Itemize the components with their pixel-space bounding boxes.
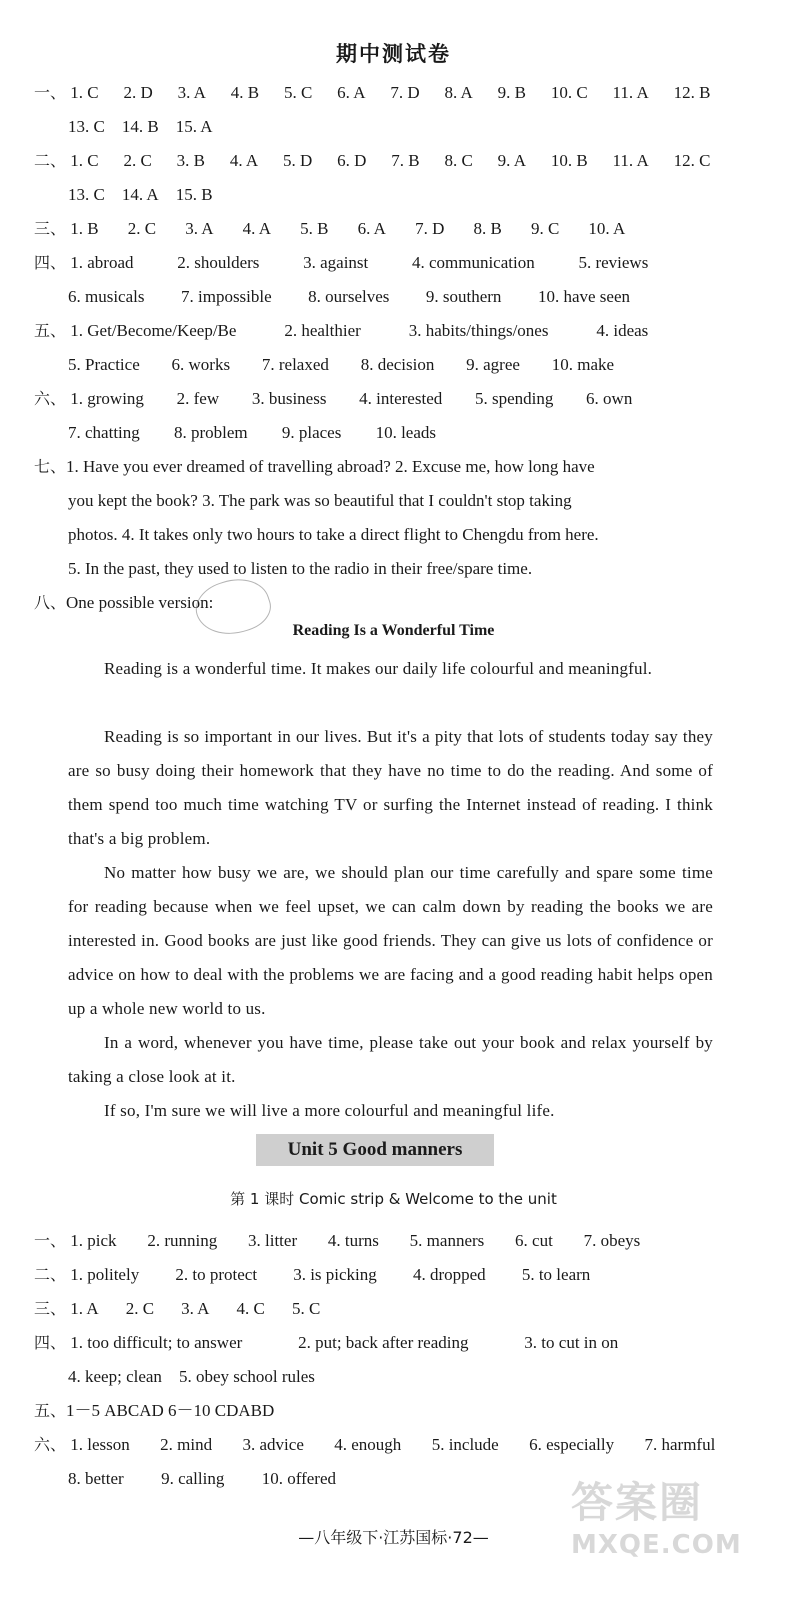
u4-label: 四、 [34, 1333, 67, 1352]
s7-line2 [68, 486, 713, 516]
answer-item: 1. C [70, 151, 99, 170]
s7-label: 七、 [34, 457, 67, 476]
essay-paragraph: Reading is so important in our lives. But it's a pity that lots of students today say they are so busy doing their homework that they have no time to do the reading. And some of them spend too much time watching TV or surfing the Internet instead of reading. I think that's a big problem. [68, 727, 713, 848]
s6-line1 [34, 384, 632, 414]
u1-label: 一、 [34, 1231, 67, 1250]
answer-item: 8. C [444, 151, 473, 170]
u5-label: 五、 [34, 1401, 67, 1420]
answer-item: 11. A [612, 151, 649, 170]
answer-item: 3. business [251, 389, 327, 408]
answer-item: 1. C [70, 83, 99, 102]
answer-item: 3. is picking [293, 1265, 377, 1284]
answer-item: 2. to protect [175, 1265, 258, 1284]
lesson-title: 第 1 课时 Comic strip & Welcome to the unit [230, 1190, 557, 1208]
answer-item: 4. B [230, 83, 260, 102]
answer-item: 5. C [283, 83, 313, 102]
answer-item: 10. leads [375, 423, 436, 442]
answer-item: 5. obey school rules [178, 1367, 315, 1386]
answer-item: 1. A [70, 1299, 99, 1318]
s7-line4 [68, 554, 713, 584]
answer-item: 6. D [337, 151, 367, 170]
answer-item: 9. places [281, 423, 342, 442]
answer-item: 4. dropped [412, 1265, 486, 1284]
answer-item: 8. B [473, 219, 502, 238]
answer-item: 3. litter [248, 1231, 298, 1250]
answer-item: 9. southern [425, 287, 502, 306]
s1-label: 一、 [34, 83, 67, 102]
answer-item: 3. against [303, 253, 369, 272]
answer-item: 1. pick [70, 1231, 117, 1250]
answer-item: 5. manners [409, 1231, 485, 1250]
answer-item: 5. C [291, 1299, 321, 1318]
answer-item: 7. impossible [181, 287, 272, 306]
answer-item: 3. B [176, 151, 205, 170]
u2-label: 二、 [34, 1265, 67, 1284]
page-title: 期中测试卷 [336, 42, 451, 66]
answer-item: 8. problem [173, 423, 248, 442]
unit-title: Unit 5 Good manners [256, 1134, 494, 1166]
answer-item: 8. decision [360, 355, 435, 374]
answer-item: 15. B [175, 185, 213, 204]
answer-item: 7. B [391, 151, 420, 170]
s2-line2 [68, 180, 213, 210]
answer-item: 2. shoulders [177, 253, 260, 272]
answer-item: 1. politely [70, 1265, 140, 1284]
answer-item: 5. Practice [68, 355, 140, 374]
answer-item: 4. A [229, 151, 259, 170]
answer-item: 7. D [415, 219, 445, 238]
answer-item: 5. spending [474, 389, 554, 408]
answer-item: 4. interested [359, 389, 443, 408]
answer-item: 2. C [125, 1299, 155, 1318]
answer-item: 6. A [337, 83, 366, 102]
answer-item: 2. D [123, 83, 153, 102]
answer-item: 3. advice [242, 1435, 304, 1454]
answer-item: 2. mind [160, 1435, 213, 1454]
s7-text: 5. In the past, they used to listen to the radio in their free/spare time. [68, 559, 533, 578]
u5-line1 [34, 1396, 274, 1426]
answer-item: 4. keep; clean [68, 1367, 162, 1386]
s1-line1 [34, 78, 714, 108]
essay-paragraph: Reading is a wonderful time. It makes our daily life colourful and meaningful. [104, 659, 653, 678]
answer-item: 2. C [127, 219, 157, 238]
answer-item: 11. A [612, 83, 649, 102]
answer-item: 12. B [673, 83, 711, 102]
answer-item: 3. habits/things/ones [408, 321, 549, 340]
answer-item: 10. make [551, 355, 615, 374]
s8-intro: One possible version: [66, 593, 214, 612]
answer-item: 9. calling [161, 1469, 225, 1488]
u3-label: 三、 [34, 1299, 67, 1318]
answer-item: 4. C [236, 1299, 265, 1318]
s8-label: 八、 [34, 593, 67, 612]
answer-item: 4. communication [411, 253, 535, 272]
answer-item: 10. have seen [537, 287, 630, 306]
answer-item: 2. C [123, 151, 152, 170]
answer-item: 12. C [673, 151, 711, 170]
answer-item: 3. to cut in on [524, 1333, 619, 1352]
answer-item: 2. few [176, 389, 220, 408]
answer-item: 13. C [68, 185, 105, 204]
s4-line2 [68, 282, 630, 312]
answer-item: 7. harmful [644, 1435, 716, 1454]
answer-item: 1. B [70, 219, 99, 238]
answer-item: 15. A [175, 117, 213, 136]
answer-item: 5. B [300, 219, 329, 238]
answer-item: 4. turns [327, 1231, 379, 1250]
s4-label: 四、 [34, 253, 67, 272]
u6-line2 [68, 1464, 336, 1494]
answer-item: 3. A [177, 83, 206, 102]
watermark-logo [571, 1470, 771, 1580]
answer-item: 5. to learn [521, 1265, 591, 1284]
answer-item: 1. too difficult; to answer [70, 1333, 243, 1352]
s5-line1 [34, 316, 648, 346]
s7-text: 1. Have you ever dreamed of travelling abroad? 2. Excuse me, how long have [66, 457, 595, 476]
answer-item: 8. better [68, 1469, 124, 1488]
answer-item: 9. agree [466, 355, 520, 374]
s2-line1 [34, 146, 714, 176]
answer-item: 5. include [431, 1435, 499, 1454]
answer-item: 9. A [497, 151, 526, 170]
s6-label: 六、 [34, 389, 67, 408]
answer-item: 7. chatting [68, 423, 140, 442]
s8-line1 [34, 588, 213, 618]
answer-item: 2. put; back after reading [298, 1333, 469, 1352]
answer-item: 6. A [357, 219, 386, 238]
s7-line1 [34, 452, 714, 482]
answer-item: 1. Get/Become/Keep/Be [70, 321, 237, 340]
s3-line1 [34, 214, 625, 244]
s3-label: 三、 [34, 219, 67, 238]
answer-item: 4. ideas [596, 321, 649, 340]
answer-item: 14. B [121, 117, 159, 136]
u4-line2 [68, 1362, 315, 1392]
u6-line1 [34, 1430, 715, 1460]
s6-line2 [68, 418, 436, 448]
answer-item: 1. growing [70, 389, 144, 408]
s1-line2 [68, 112, 213, 142]
u5-text: 1－5 ABCAD 6－10 CDABD [66, 1401, 275, 1420]
u3-line1 [34, 1294, 320, 1324]
s7-text: you kept the book? 3. The park was so beautiful that I couldn't stop taking [68, 491, 572, 510]
answer-item: 9. C [530, 219, 560, 238]
answer-item: 6. especially [529, 1435, 615, 1454]
answer-item: 10. C [550, 83, 588, 102]
essay-paragraph: No matter how busy we are, we should plan our time carefully and spare some time for reading because when we feel upset, we can calm down by reading the books we are interested in. Good books are just like good friends. They can give us lots of confidence or advice on how to deal with the problems we are facing and a good reading habit helps open up a whole new world to us. [68, 863, 713, 1018]
answer-item: 6. own [586, 389, 633, 408]
answer-item: 8. A [444, 83, 473, 102]
answer-item: 3. A [181, 1299, 210, 1318]
answer-item: 1. abroad [70, 253, 134, 272]
essay-paragraph: If so, I'm sure we will live a more colourful and meaningful life. [104, 1101, 555, 1120]
answer-item: 10. offered [261, 1469, 336, 1488]
answer-item: 5. D [283, 151, 313, 170]
u6-label: 六、 [34, 1435, 67, 1454]
watermark-text: 答案圈 [571, 1478, 704, 1527]
answer-item: 14. A [121, 185, 159, 204]
answer-item: 8. ourselves [308, 287, 390, 306]
s2-label: 二、 [34, 151, 67, 170]
answer-item: 2. running [147, 1231, 218, 1250]
s7-line3 [68, 520, 713, 550]
essay-paragraph: In a word, whenever you have time, please take out your book and relax yourself by taking a close look at it. [68, 1033, 713, 1086]
essay-title: Reading Is a Wonderful Time [292, 622, 495, 639]
answer-item: 9. B [497, 83, 526, 102]
u4-line1 [34, 1328, 618, 1358]
u1-line1 [34, 1226, 640, 1256]
answer-item: 5. reviews [578, 253, 649, 272]
answer-item: 6. musicals [68, 287, 145, 306]
answer-item: 6. cut [515, 1231, 553, 1250]
answer-item: 7. D [390, 83, 420, 102]
answer-item: 10. B [550, 151, 588, 170]
watermark-url: MXQE.COM [571, 1530, 742, 1560]
answer-item: 3. A [185, 219, 214, 238]
answer-item: 7. relaxed [261, 355, 329, 374]
s5-line2 [68, 350, 614, 380]
s7-text: photos. 4. It takes only two hours to take a direct flight to Chengdu from here. [68, 525, 599, 544]
answer-item: 1. lesson [70, 1435, 130, 1454]
s5-label: 五、 [34, 321, 67, 340]
page-footer: —八年级下·江苏国标·72— [298, 1528, 489, 1547]
answer-item: 2. healthier [284, 321, 361, 340]
u2-line1 [34, 1260, 590, 1290]
answer-item: 6. works [171, 355, 231, 374]
answer-item: 10. A [588, 219, 626, 238]
answer-item: 7. obeys [583, 1231, 641, 1250]
answer-item: 4. enough [334, 1435, 402, 1454]
s4-line1 [34, 248, 648, 278]
answer-item: 13. C [68, 117, 105, 136]
answer-item: 4. A [242, 219, 272, 238]
